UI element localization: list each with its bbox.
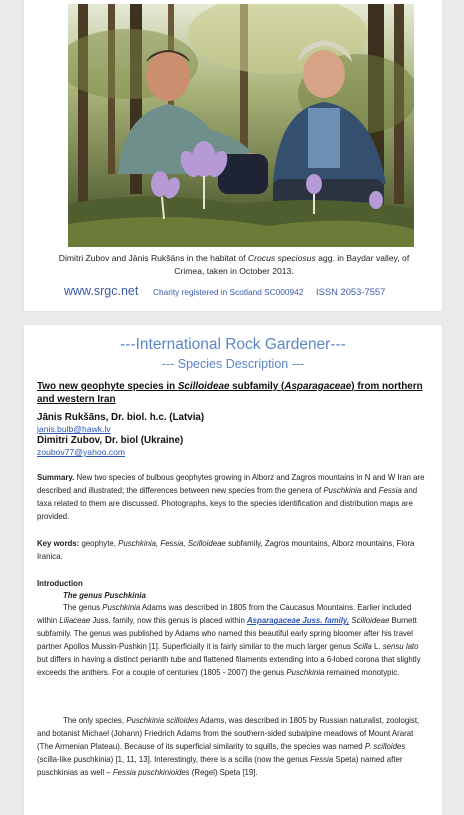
article-title — [37, 381, 433, 406]
body-text: Adams was described in 1805 from the Caucasus Mountains. Earlier included within — [37, 603, 412, 626]
summary-text: and taxa related to them are discussed. Photographs, keys to the species identification and distribution maps are provided. — [37, 486, 418, 522]
body-italic: Fessia — [310, 755, 334, 765]
intro-heading: Introduction — [37, 579, 83, 588]
title-part: ) from northern and western Iran — [37, 381, 423, 405]
author-name: Dimitri Zubov, Dr. biol (Ukraine) — [37, 435, 184, 446]
title-part: subfamily ( — [229, 381, 285, 392]
body-italic: Liliaceae — [59, 616, 91, 626]
article-card — [24, 325, 442, 815]
body-text: (Regel) Speta [19]. — [189, 768, 258, 778]
body-text: Speta) named after puschkinias as well – — [37, 755, 403, 778]
summary-text: and — [361, 486, 379, 496]
site-link[interactable]: www.srgc.net — [64, 284, 139, 298]
body-paragraph-1 — [37, 601, 429, 680]
title-part-italic: Asparagaceae — [284, 381, 352, 392]
author-email-link[interactable]: janis.bulb@hawk.lv — [37, 424, 111, 434]
body-text: The only species, — [63, 716, 127, 725]
summary-paragraph — [37, 471, 429, 523]
keywords-text: geophyte, — [79, 539, 119, 548]
summary-italic: Puschkinia — [323, 486, 362, 496]
body-text: (scilla-like puschkinia) [1, 11, 13]. Interestingly, there is a scilla (now the genus — [37, 755, 311, 765]
issn-number: ISSN 2053-7557 — [316, 286, 386, 297]
keywords-label: Key words: — [37, 539, 80, 548]
author-email-link[interactable]: zoubov77@yahoo.com — [37, 447, 126, 457]
keywords-paragraph — [37, 537, 429, 563]
body-italic: Scilla — [353, 642, 372, 652]
summary-text: New two species of bulbous geophytes growing in Alborz and Zagros mountains in N and W Iran are described and illustrated; the differences between new species from the genera of — [37, 473, 425, 496]
body-italic: Fessia puschkinioides — [112, 768, 190, 778]
title-part-italic: Scilloideae — [177, 381, 230, 392]
title-part: Two new geophyte species in — [37, 381, 178, 392]
body-italic: Scilloideae — [351, 616, 390, 626]
body-text: but differs in having a distinct perianth tube and flattened filaments extending into a 6-lobed corona that slightly exceeds the anthers. For a couple of centuries (1805 - 2007) the genus — [37, 655, 421, 678]
body-italic: Puschkinia — [102, 603, 141, 612]
body-text: Adams, was described in 1805 by Russian naturalist, zoologist, and botanist Michael (Johann) Friedrich Adams from the southern-sided subalpine meadows of Mount Ararat (The Armenian Plateau). Because of its superficial similarity to squills, the species was named — [37, 716, 420, 752]
journal-footer — [64, 285, 424, 299]
body-italic: Puschkinia — [286, 668, 325, 678]
habitat-photo — [68, 4, 414, 247]
body-text: remained monotypic. — [324, 668, 400, 678]
body-text: L. — [371, 642, 383, 652]
genus-heading: The genus Puschkinia — [63, 591, 146, 600]
keywords-text: subfamily, Zagros mountains, Alborz mountains, Flora Iranica. — [37, 539, 415, 562]
body-italic: P. scilloides — [364, 742, 406, 752]
body-paragraph-2 — [37, 714, 429, 779]
charity-note: Charity registered in Scotland SC000942 — [153, 287, 304, 297]
journal-header: ---International Rock Gardener--- — [120, 336, 346, 353]
asparagaceae-link[interactable]: Asparagaceae Juss. family, — [247, 616, 350, 626]
body-text: Juss. family, now this genus is placed within — [90, 616, 248, 626]
body-italic: Puschkinia scilloides — [126, 716, 199, 725]
summary-italic: Fessia — [378, 486, 402, 496]
body-text: The genus — [63, 603, 103, 612]
caption-text: Dimitri Zubov and Jānis Rukšāns in the habitat of — [58, 253, 248, 263]
photo-caption — [44, 252, 424, 278]
author-name: Jānis Rukšāns, Dr. biol. h.c. (Latvia) — [37, 412, 205, 423]
body-text: Burnett subfamily. The genus was published by Adams who named this beautiful early spring bloomer after his travel partner Apollos Mussin-Pushkin [1]. Superficially it is fairly similar to the much larger genus — [37, 616, 417, 652]
habitat-photo-image — [68, 4, 414, 247]
body-italic: sensu lato — [382, 642, 419, 652]
keywords-italic: Puschkinia, Fessia, Scilloideae — [118, 539, 226, 548]
section-header: --- Species Description --- — [161, 357, 305, 371]
caption-species: Crocus speciosus — [247, 253, 316, 263]
summary-label: Summary. — [37, 473, 75, 482]
photo-card — [24, 0, 442, 311]
caption-text-end: agg. in Baydar valley, of Crimea, taken in October 2013. — [174, 253, 410, 276]
